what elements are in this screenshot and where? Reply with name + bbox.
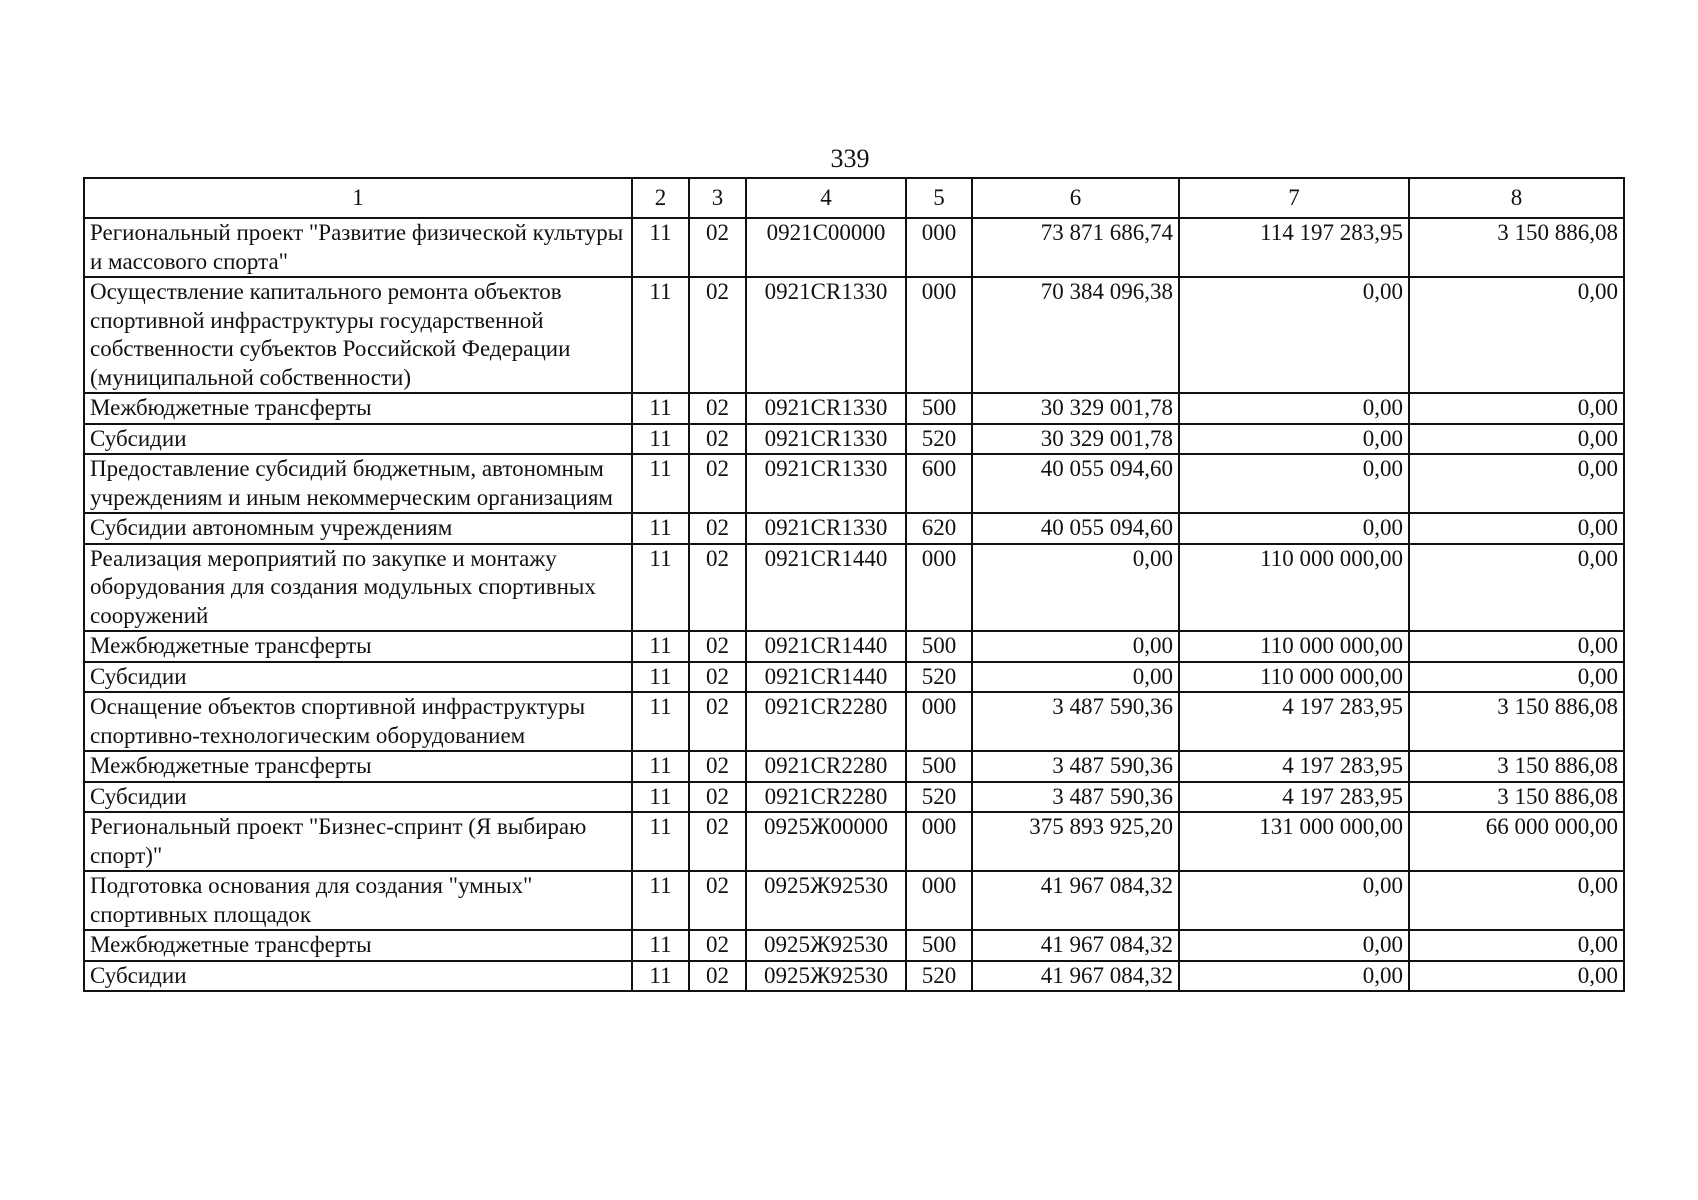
table-row xyxy=(84,454,1624,513)
cell-section: 11 xyxy=(632,631,689,662)
cell-name: Межбюджетные трансферты xyxy=(84,631,632,662)
cell-section: 11 xyxy=(632,961,689,992)
cell-subsection: 02 xyxy=(689,424,746,455)
cell-expense-type: 520 xyxy=(906,782,972,813)
cell-name: Осуществление капитального ремонта объектов спортивной инфраструктуры государственной собственности субъектов Российской Федерации (муниципальной собственности) xyxy=(84,277,632,393)
cell-amount-col7: 114 197 283,95 xyxy=(1179,218,1409,277)
cell-target-article: 0921CR1440 xyxy=(746,631,906,662)
table-body xyxy=(84,218,1624,991)
budget-table xyxy=(83,177,1625,992)
cell-section: 11 xyxy=(632,544,689,632)
cell-subsection: 02 xyxy=(689,662,746,693)
cell-name: Подготовка основания для создания "умных" спортивных площадок xyxy=(84,871,632,930)
cell-amount-col8: 0,00 xyxy=(1409,513,1624,544)
cell-amount-col6: 3 487 590,36 xyxy=(972,751,1179,782)
cell-amount-col8: 0,00 xyxy=(1409,662,1624,693)
cell-amount-col8: 3 150 886,08 xyxy=(1409,692,1624,751)
table-row xyxy=(84,782,1624,813)
cell-name: Межбюджетные трансферты xyxy=(84,930,632,961)
cell-amount-col6: 0,00 xyxy=(972,544,1179,632)
cell-target-article: 0921C00000 xyxy=(746,218,906,277)
cell-amount-col7: 110 000 000,00 xyxy=(1179,662,1409,693)
cell-subsection: 02 xyxy=(689,454,746,513)
cell-subsection: 02 xyxy=(689,782,746,813)
cell-amount-col7: 4 197 283,95 xyxy=(1179,782,1409,813)
cell-amount-col8: 0,00 xyxy=(1409,277,1624,393)
cell-amount-col8: 66 000 000,00 xyxy=(1409,812,1624,871)
cell-amount-col8: 0,00 xyxy=(1409,930,1624,961)
cell-subsection: 02 xyxy=(689,544,746,632)
cell-section: 11 xyxy=(632,218,689,277)
cell-amount-col6: 30 329 001,78 xyxy=(972,393,1179,424)
table-row xyxy=(84,692,1624,751)
table-row xyxy=(84,218,1624,277)
cell-section: 11 xyxy=(632,393,689,424)
cell-section: 11 xyxy=(632,454,689,513)
cell-amount-col8: 3 150 886,08 xyxy=(1409,218,1624,277)
cell-expense-type: 000 xyxy=(906,277,972,393)
cell-target-article: 0925Ж92530 xyxy=(746,930,906,961)
column-header-5: 5 xyxy=(906,178,972,218)
cell-section: 11 xyxy=(632,871,689,930)
cell-section: 11 xyxy=(632,751,689,782)
cell-amount-col7: 0,00 xyxy=(1179,277,1409,393)
cell-amount-col6: 375 893 925,20 xyxy=(972,812,1179,871)
cell-target-article: 0921CR2280 xyxy=(746,692,906,751)
cell-section: 11 xyxy=(632,930,689,961)
cell-subsection: 02 xyxy=(689,631,746,662)
cell-expense-type: 500 xyxy=(906,930,972,961)
cell-amount-col8: 0,00 xyxy=(1409,424,1624,455)
cell-subsection: 02 xyxy=(689,393,746,424)
table-row xyxy=(84,513,1624,544)
cell-target-article: 0921CR2280 xyxy=(746,782,906,813)
table-row xyxy=(84,812,1624,871)
cell-amount-col8: 3 150 886,08 xyxy=(1409,782,1624,813)
cell-expense-type: 520 xyxy=(906,662,972,693)
cell-section: 11 xyxy=(632,812,689,871)
table-row xyxy=(84,871,1624,930)
cell-name: Предоставление субсидий бюджетным, автономным учреждениям и иным некоммерческим организациям xyxy=(84,454,632,513)
column-header-4: 4 xyxy=(746,178,906,218)
cell-name: Межбюджетные трансферты xyxy=(84,393,632,424)
cell-subsection: 02 xyxy=(689,218,746,277)
cell-amount-col6: 70 384 096,38 xyxy=(972,277,1179,393)
cell-amount-col6: 3 487 590,36 xyxy=(972,692,1179,751)
cell-amount-col8: 0,00 xyxy=(1409,393,1624,424)
cell-amount-col8: 0,00 xyxy=(1409,871,1624,930)
cell-subsection: 02 xyxy=(689,812,746,871)
cell-amount-col6: 41 967 084,32 xyxy=(972,961,1179,992)
cell-amount-col7: 4 197 283,95 xyxy=(1179,692,1409,751)
cell-subsection: 02 xyxy=(689,961,746,992)
cell-amount-col7: 4 197 283,95 xyxy=(1179,751,1409,782)
cell-amount-col7: 0,00 xyxy=(1179,513,1409,544)
cell-subsection: 02 xyxy=(689,930,746,961)
cell-name: Субсидии xyxy=(84,782,632,813)
cell-amount-col6: 40 055 094,60 xyxy=(972,454,1179,513)
cell-section: 11 xyxy=(632,277,689,393)
cell-subsection: 02 xyxy=(689,871,746,930)
column-header-7: 7 xyxy=(1179,178,1409,218)
cell-expense-type: 000 xyxy=(906,544,972,632)
table-row xyxy=(84,544,1624,632)
cell-target-article: 0921CR2280 xyxy=(746,751,906,782)
cell-amount-col7: 110 000 000,00 xyxy=(1179,544,1409,632)
cell-expense-type: 500 xyxy=(906,393,972,424)
cell-expense-type: 500 xyxy=(906,751,972,782)
cell-section: 11 xyxy=(632,513,689,544)
cell-amount-col8: 0,00 xyxy=(1409,631,1624,662)
cell-section: 11 xyxy=(632,424,689,455)
cell-target-article: 0921CR1330 xyxy=(746,513,906,544)
cell-subsection: 02 xyxy=(689,277,746,393)
cell-amount-col7: 0,00 xyxy=(1179,930,1409,961)
cell-expense-type: 520 xyxy=(906,961,972,992)
cell-amount-col7: 131 000 000,00 xyxy=(1179,812,1409,871)
cell-target-article: 0921CR1440 xyxy=(746,662,906,693)
cell-amount-col6: 41 967 084,32 xyxy=(972,871,1179,930)
cell-expense-type: 600 xyxy=(906,454,972,513)
cell-name: Субсидии xyxy=(84,424,632,455)
cell-amount-col6: 40 055 094,60 xyxy=(972,513,1179,544)
cell-subsection: 02 xyxy=(689,513,746,544)
cell-expense-type: 000 xyxy=(906,218,972,277)
cell-amount-col7: 0,00 xyxy=(1179,871,1409,930)
column-header-1: 1 xyxy=(84,178,632,218)
cell-target-article: 0921CR1330 xyxy=(746,393,906,424)
table-row xyxy=(84,961,1624,992)
page-number: 339 xyxy=(830,144,870,173)
cell-amount-col6: 73 871 686,74 xyxy=(972,218,1179,277)
cell-amount-col6: 41 967 084,32 xyxy=(972,930,1179,961)
cell-name: Субсидии xyxy=(84,961,632,992)
cell-name: Региональный проект "Бизнес-спринт (Я выбираю спорт)" xyxy=(84,812,632,871)
table-row xyxy=(84,393,1624,424)
cell-amount-col7: 110 000 000,00 xyxy=(1179,631,1409,662)
cell-expense-type: 520 xyxy=(906,424,972,455)
cell-expense-type: 000 xyxy=(906,692,972,751)
cell-amount-col8: 0,00 xyxy=(1409,961,1624,992)
table-row xyxy=(84,631,1624,662)
cell-expense-type: 000 xyxy=(906,812,972,871)
cell-amount-col7: 0,00 xyxy=(1179,961,1409,992)
table-row xyxy=(84,424,1624,455)
cell-section: 11 xyxy=(632,662,689,693)
cell-amount-col8: 0,00 xyxy=(1409,454,1624,513)
cell-amount-col6: 30 329 001,78 xyxy=(972,424,1179,455)
table-row xyxy=(84,930,1624,961)
cell-name: Региональный проект "Развитие физической культуры и массового спорта" xyxy=(84,218,632,277)
cell-expense-type: 620 xyxy=(906,513,972,544)
cell-amount-col6: 0,00 xyxy=(972,662,1179,693)
table-row xyxy=(84,662,1624,693)
cell-name: Межбюджетные трансферты xyxy=(84,751,632,782)
cell-target-article: 0921CR1330 xyxy=(746,277,906,393)
cell-amount-col7: 0,00 xyxy=(1179,393,1409,424)
cell-section: 11 xyxy=(632,782,689,813)
cell-amount-col7: 0,00 xyxy=(1179,424,1409,455)
cell-amount-col8: 0,00 xyxy=(1409,544,1624,632)
cell-target-article: 0925Ж92530 xyxy=(746,871,906,930)
cell-target-article: 0921CR1440 xyxy=(746,544,906,632)
cell-subsection: 02 xyxy=(689,751,746,782)
cell-target-article: 0921CR1330 xyxy=(746,454,906,513)
cell-name: Оснащение объектов спортивной инфраструктуры спортивно-технологическим оборудованием xyxy=(84,692,632,751)
cell-name: Реализация мероприятий по закупке и монтажу оборудования для создания модульных спортивных сооружений xyxy=(84,544,632,632)
table-row xyxy=(84,751,1624,782)
cell-subsection: 02 xyxy=(689,692,746,751)
cell-section: 11 xyxy=(632,692,689,751)
column-header-2: 2 xyxy=(632,178,689,218)
cell-amount-col8: 3 150 886,08 xyxy=(1409,751,1624,782)
column-header-6: 6 xyxy=(972,178,1179,218)
cell-expense-type: 000 xyxy=(906,871,972,930)
cell-name: Субсидии автономным учреждениям xyxy=(84,513,632,544)
cell-name: Субсидии xyxy=(84,662,632,693)
cell-target-article: 0925Ж92530 xyxy=(746,961,906,992)
cell-target-article: 0925Ж00000 xyxy=(746,812,906,871)
column-header-8: 8 xyxy=(1409,178,1624,218)
table-row xyxy=(84,277,1624,393)
cell-expense-type: 500 xyxy=(906,631,972,662)
column-header-3: 3 xyxy=(689,178,746,218)
cell-amount-col6: 3 487 590,36 xyxy=(972,782,1179,813)
header-row xyxy=(84,178,1624,218)
cell-amount-col6: 0,00 xyxy=(972,631,1179,662)
cell-amount-col7: 0,00 xyxy=(1179,454,1409,513)
cell-target-article: 0921CR1330 xyxy=(746,424,906,455)
